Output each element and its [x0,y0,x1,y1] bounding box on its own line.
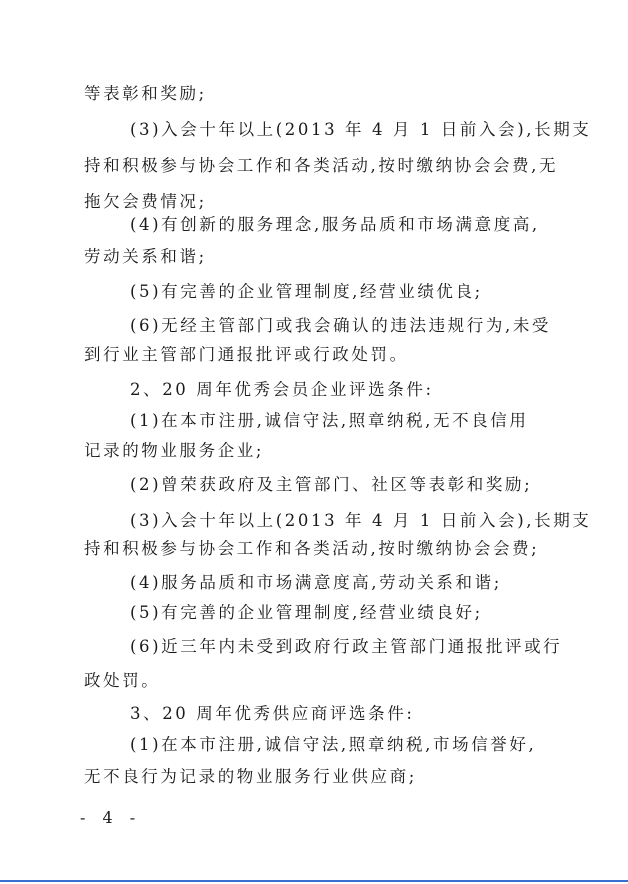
text-line: (5)有完善的企业管理制度,经营业绩良好; [130,603,483,622]
bottom-divider [0,880,628,882]
text-line: (3)入会十年以上(2013 年 4 月 1 日前入会),长期支 [130,120,592,139]
text-line: (4)有创新的服务理念,服务品质和市场满意度高, [130,215,540,234]
text-line: 政处罚。 [84,671,161,690]
text-line: (1)在本市注册,诚信守法,照章纳税,市场信誉好, [130,735,537,754]
text-line: (1)在本市注册,诚信守法,照章纳税,无不良信用 [130,411,529,430]
text-line: (6)近三年内未受到政府行政主管部门通报批评或行 [130,637,563,656]
text-line: 拖欠会费情况; [84,192,207,211]
text-line: 持和积极参与协会工作和各类活动,按时缴纳协会会费,无 [84,156,559,175]
text-line: 劳动关系和谐; [84,247,207,266]
text-line: (6)无经主管部门或我会确认的违法违规行为,未受 [130,316,552,335]
text-line: 无不良行为记录的物业服务行业供应商; [84,767,417,786]
text-line: (3)入会十年以上(2013 年 4 月 1 日前入会),长期支 [130,511,592,530]
text-line: 3、20 周年优秀供应商评选条件: [130,704,415,723]
page-number: - 4 - [80,808,142,827]
text-line: (4)服务品质和市场满意度高,劳动关系和谐; [130,573,502,592]
text-line: 等表彰和奖励; [84,84,207,103]
text-line: (5)有完善的企业管理制度,经营业绩优良; [130,282,483,301]
text-line: 2、20 周年优秀会员企业评选条件: [130,380,434,399]
text-line: (2)曾荣获政府及主管部门、社区等表彰和奖励; [130,475,533,494]
text-line: 持和积极参与协会工作和各类活动,按时缴纳协会会费; [84,539,540,558]
text-line: 记录的物业服务企业; [84,441,265,460]
text-line: 到行业主管部门通报批评或行政处罚。 [84,345,409,364]
